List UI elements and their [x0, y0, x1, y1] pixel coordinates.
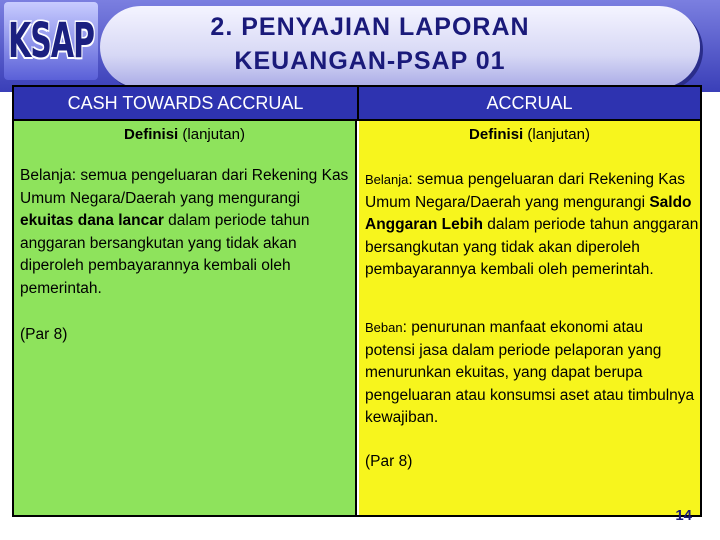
left-subheading-rest: (lanjutan) [178, 126, 245, 143]
left-column [14, 121, 357, 515]
page-number: 14 [675, 507, 692, 524]
left-belanja-text-2: dalam periode tahun anggaran bersangkutan yang tidak akan diperoleh pembayarannya kembali oleh pemerintah. [20, 212, 310, 297]
right-belanja-definition [365, 169, 701, 282]
right-belanja-text-2: dalam periode tahun anggaran bersangkutan yang tidak akan diperoleh pembayarannya kembali oleh pemerintah. [365, 216, 699, 278]
left-belanja-definition [20, 165, 356, 300]
right-beban-text: : penurunan manfaat ekonomi atau potensi jasa dalam periode pelaporan yang menurunkan ekuitas, yang dapat berupa pengeluaran atau konsumsi aset atau timbulnya kewajiban. [365, 319, 695, 426]
ksap-logo [4, 2, 98, 80]
logo-text: KSAP [7, 14, 95, 70]
left-belanja-keyword: ekuitas dana lancar [20, 212, 164, 229]
left-subheading [14, 126, 355, 143]
right-belanja-keyword: Saldo Anggaran Lebih [365, 193, 692, 233]
right-beban-definition [365, 317, 695, 430]
right-reference: (Par 8) [365, 453, 413, 470]
column-heading-accrual: ACCRUAL [359, 87, 700, 121]
left-belanja-text-1: : semua pengeluaran dari Rekening Kas Umum Negara/Daerah yang mengurangi [20, 167, 349, 207]
title-line-1: 2. PENYAJIAN LAPORAN [210, 13, 530, 41]
right-subheading-rest: (lanjutan) [523, 126, 590, 143]
title-line-2: KEUANGAN-PSAP 01 [234, 47, 506, 75]
left-reference: (Par 8) [20, 326, 68, 343]
left-belanja-term: Belanja [20, 167, 72, 184]
right-column [359, 121, 700, 515]
page-title [110, 10, 630, 78]
right-subheading [359, 126, 700, 143]
right-beban-term: Beban [365, 320, 403, 335]
left-subheading-bold: Definisi [124, 126, 179, 143]
right-belanja-text-1: : semua pengeluaran dari Rekening Kas Umum Negara/Daerah yang mengurangi [365, 171, 685, 211]
column-heading-cash-towards-accrual: CASH TOWARDS ACCRUAL [14, 87, 359, 121]
comparison-table [12, 85, 702, 517]
right-belanja-term: Belanja [365, 172, 409, 187]
right-subheading-bold: Definisi [469, 126, 524, 143]
